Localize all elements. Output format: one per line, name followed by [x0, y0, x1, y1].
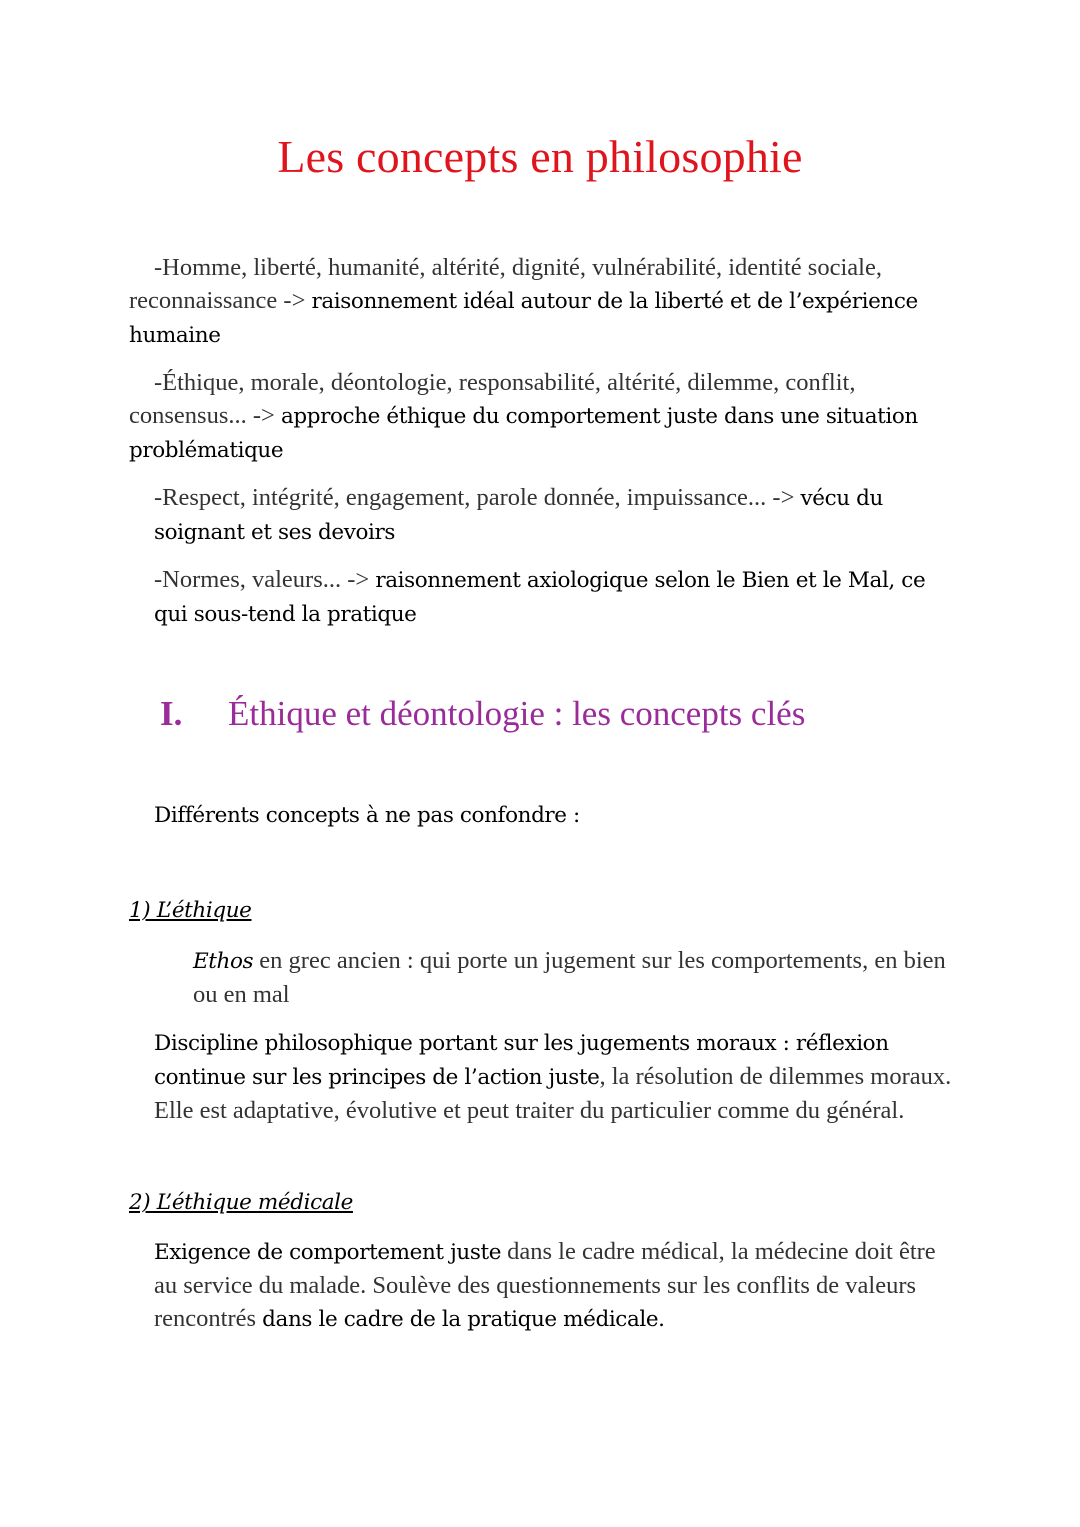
paragraph-1-plain: reconnaissance -> — [129, 287, 306, 314]
paragraph-1-line-1: -Homme, liberté, humanité, altérité, dignité, vulnérabilité, identité sociale, — [154, 254, 882, 281]
subsection-2-bold-2: dans le cadre de la pratique médicale. — [262, 1307, 665, 1332]
section-intro: Différents concepts à ne pas confondre : — [154, 803, 580, 828]
paragraph-1-bold: raisonnement idéal autour de la liberté et de l’expérience humaine — [129, 289, 918, 348]
subsection-2-paragraph — [129, 1235, 959, 1336]
subsection-2-bold-1: Exigence de comportement juste — [154, 1240, 502, 1265]
paragraph-2-rest — [129, 399, 959, 467]
section-title: Éthique et déontologie : les concepts clés — [228, 694, 806, 733]
intro-paragraph-4 — [129, 563, 959, 631]
subsection-1-quote — [193, 944, 953, 1011]
paragraph-2-line-1: -Éthique, morale, déontologie, responsabilité, altérité, dilemme, conflit, — [154, 369, 856, 396]
paragraph-3-bold: vécu du soignant et ses devoirs — [154, 486, 883, 545]
intro-paragraph-2 — [129, 366, 959, 467]
paragraph-4-bold: raisonnement axiologique selon le Bien et le Mal, ce qui sous-tend la pratique — [154, 568, 926, 627]
subsection-2-text — [129, 1235, 959, 1336]
subsection-2-plain: dans le cadre médical, la médecine doit être au service du malade. Soulève des questionnements sur les conflits de valeurs rencontrés — [154, 1238, 936, 1332]
intro-paragraph-1 — [129, 251, 959, 352]
subsection-1-plain: , la résolution de dilemmes moraux. Elle est adaptative, évolutive et peut traiter du particulier comme du général. — [154, 1063, 952, 1124]
subsection-1-text — [129, 1026, 959, 1127]
paragraph-3-text — [129, 481, 959, 549]
paragraph-2-plain: consensus... -> — [129, 402, 275, 429]
page-title: Les concepts en philosophie — [277, 131, 803, 182]
paragraph-4-plain: -Normes, valeurs... -> — [154, 566, 370, 593]
quote-emphasis: Ethos — [193, 949, 254, 974]
subsection-1-paragraph — [129, 1026, 959, 1127]
paragraph-2-bold: approche éthique du comportement juste dans une situation problématique — [129, 404, 918, 463]
paragraph-4-text — [129, 563, 959, 631]
paragraph-1-rest — [129, 284, 959, 352]
quote-text: en grec ancien : qui porte un jugement sur les comportements, en bien ou en mal — [193, 947, 946, 1008]
intro-paragraph-3 — [129, 481, 959, 549]
section-number: I. — [160, 694, 183, 733]
subsection-1-heading: 1) L’éthique — [129, 898, 252, 923]
section-heading — [160, 694, 805, 734]
subsection-1-bold: Discipline philosophique portant sur les jugements moraux : réflexion continue sur les principes de l’action juste — [154, 1031, 889, 1090]
subsection-2-heading: 2) L’éthique médicale — [129, 1190, 353, 1215]
paragraph-3-plain: -Respect, intégrité, engagement, parole donnée, impuissance... -> — [154, 484, 795, 511]
